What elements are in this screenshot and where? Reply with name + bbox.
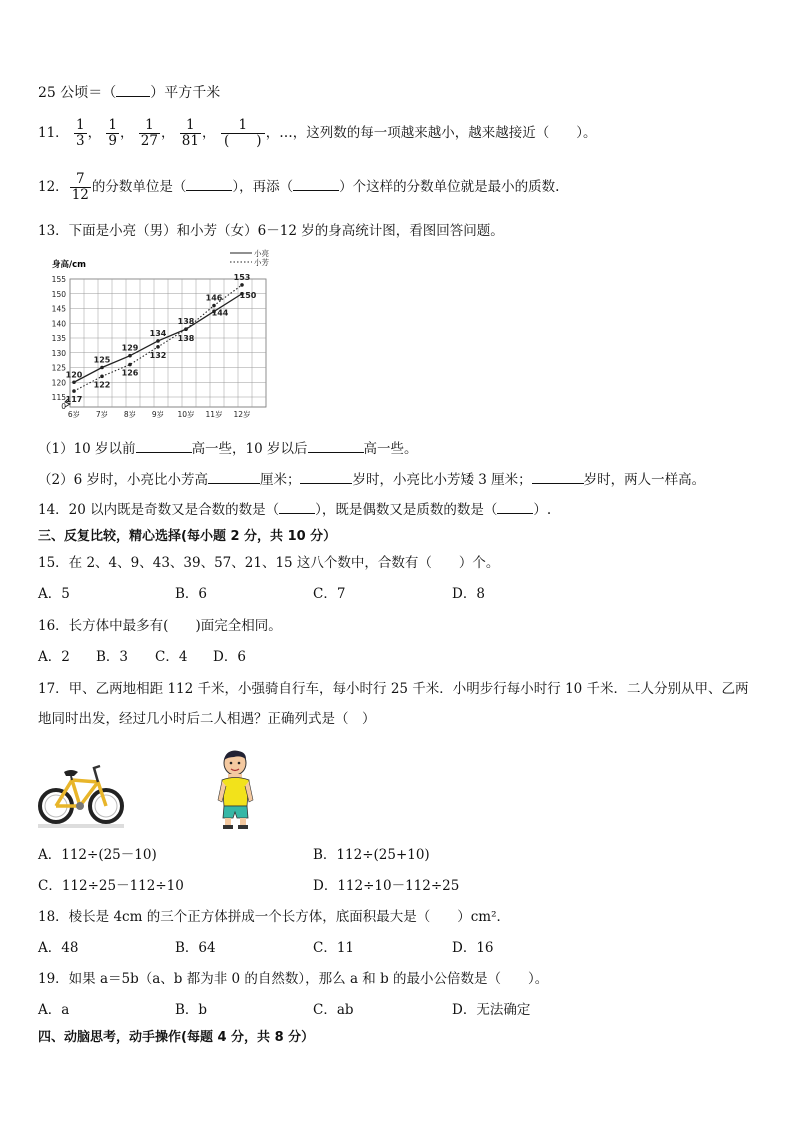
data-point bbox=[72, 389, 76, 393]
option-d[interactable]: D．6 bbox=[213, 649, 246, 665]
data-label: 138 bbox=[177, 317, 195, 327]
question-18: 18．棱长是 4cm 的三个正方体拼成一个长方体，底面积最大是（ ）cm²． bbox=[38, 909, 510, 925]
data-point bbox=[156, 345, 160, 349]
legend-label: 小亮 bbox=[254, 249, 269, 258]
data-point bbox=[128, 363, 132, 367]
data-point bbox=[128, 354, 132, 358]
data-label: 126 bbox=[121, 368, 139, 378]
data-label: 150 bbox=[239, 290, 257, 300]
option-c[interactable]: C．7 bbox=[313, 586, 346, 602]
answer-blank[interactable] bbox=[186, 178, 232, 191]
y-tick-label: 125 bbox=[51, 363, 66, 373]
data-point bbox=[240, 283, 244, 287]
data-point bbox=[156, 339, 160, 343]
question-14: 14．20 以内既是奇数又是合数的数是（ ），既是偶数又是质数的数是（ ）. bbox=[38, 502, 552, 518]
question-12: 12． $\frac{7}{12}$ 的分数单位是（ ），再添（ ）个这样的分数单位就是最小的质数. bbox=[38, 171, 560, 203]
legend-label: 小芳 bbox=[254, 258, 269, 267]
option-c[interactable]: C．112÷25－112÷10 bbox=[38, 878, 184, 894]
question-13: 13．下面是小亮（男）和小芳（女）6－12 岁的身高统计图，看图回答问题。 bbox=[38, 223, 504, 239]
option-a[interactable]: A．5 bbox=[38, 586, 70, 602]
data-label: 134 bbox=[149, 328, 167, 338]
fraction: $\frac{1}{9}$ bbox=[108, 117, 117, 149]
option-a[interactable]: A．48 bbox=[38, 940, 79, 956]
answer-blank[interactable] bbox=[293, 178, 339, 191]
fraction: $\frac{7}{12}$ bbox=[71, 171, 89, 203]
y-tick-label: 120 bbox=[51, 378, 66, 388]
question-16: 16．长方体中最多有( )面完全相同。 bbox=[38, 618, 282, 634]
option-b[interactable]: B．6 bbox=[175, 586, 208, 602]
data-label: 129 bbox=[121, 343, 139, 353]
y-tick-label: 155 bbox=[51, 275, 66, 284]
question-area-conversion: 25 公顷＝（ ）平方千米 bbox=[38, 85, 221, 101]
fraction: $\frac{1}{27}$ bbox=[140, 117, 158, 149]
x-tick-label: 9岁 bbox=[151, 410, 165, 419]
data-point bbox=[184, 327, 188, 331]
option-b[interactable]: B．3 bbox=[96, 649, 129, 665]
data-point bbox=[72, 380, 76, 384]
option-a[interactable]: A．a bbox=[38, 1002, 70, 1018]
data-label: 120 bbox=[65, 370, 83, 380]
question-17-line-1: 17．甲、乙两地相距 112 千米，小强骑自行车，每小时行 25 千米．小明步行每小时行 10 千米．二人分别从甲、乙两 bbox=[38, 681, 749, 697]
bicycle-illustration bbox=[38, 754, 124, 830]
y-tick-label: 135 bbox=[51, 334, 66, 343]
option-d[interactable]: D．8 bbox=[452, 586, 485, 602]
answer-blank[interactable] bbox=[300, 471, 352, 484]
x-tick-label: 7岁 bbox=[95, 410, 109, 419]
answer-blank[interactable] bbox=[136, 440, 192, 453]
option-a[interactable]: A．112÷(25－10) bbox=[38, 847, 157, 863]
answer-blank[interactable] bbox=[279, 501, 315, 514]
question-13-part-1: （1）10 岁以前 高一些，10 岁以后 高一些。 bbox=[38, 441, 418, 457]
answer-blank[interactable] bbox=[532, 471, 584, 484]
height-line-chart bbox=[38, 245, 270, 425]
option-c[interactable]: C．4 bbox=[155, 649, 188, 665]
answer-blank[interactable] bbox=[497, 501, 533, 514]
y-axis-label: 身高/cm bbox=[52, 260, 87, 270]
x-tick-label: 12岁 bbox=[233, 410, 251, 419]
option-b[interactable]: B．112÷(25+10) bbox=[313, 847, 430, 863]
data-label: 144 bbox=[211, 308, 229, 318]
question-11: 11． $\frac{1}{3}$ ， $\frac{1}{9}$ ， $\frac{1}{27}$ ， $\frac{1}{81}$ ， $\frac{1}{( )}$ ，…，这列数的每一项越来越小，越来越接近（ ）。 bbox=[38, 117, 597, 149]
x-tick-label: 11岁 bbox=[205, 410, 223, 419]
data-point bbox=[212, 304, 216, 308]
y-tick-label: 115 bbox=[51, 393, 66, 402]
x-tick-label: 10岁 bbox=[177, 410, 195, 419]
option-b[interactable]: B．64 bbox=[175, 940, 216, 956]
question-15: 15．在 2、4、9、43、39、57、21、15 这八个数中，合数有（ ）个。 bbox=[38, 555, 500, 571]
y-tick-label: 130 bbox=[51, 348, 66, 358]
y-tick-label: 0 bbox=[61, 402, 66, 411]
x-tick-label: 6岁 bbox=[67, 410, 81, 419]
x-tick-label: 8岁 bbox=[123, 410, 137, 419]
data-label: 122 bbox=[93, 380, 111, 390]
data-label: 132 bbox=[149, 350, 167, 360]
option-a[interactable]: A．2 bbox=[38, 649, 70, 665]
option-d[interactable]: D．16 bbox=[452, 940, 494, 956]
y-tick-label: 145 bbox=[51, 304, 66, 314]
option-c[interactable]: C．ab bbox=[313, 1002, 354, 1018]
question-19: 19．如果 a＝5b（a、b 都为非 0 的自然数），那么 a 和 b 的最小公倍数是（ ）。 bbox=[38, 971, 549, 987]
answer-blank[interactable] bbox=[208, 471, 260, 484]
boy-illustration bbox=[216, 750, 256, 830]
answer-blank[interactable] bbox=[116, 84, 150, 97]
data-label: 117 bbox=[65, 395, 83, 405]
question-13-part-2: （2）6 岁时，小亮比小芳高 厘米； 岁时，小亮比小芳矮 3 厘米； 岁时，两人一样高。 bbox=[38, 472, 706, 488]
data-point bbox=[100, 366, 104, 370]
y-tick-label: 140 bbox=[51, 319, 66, 329]
option-d[interactable]: D．112÷10－112÷25 bbox=[313, 878, 460, 894]
data-point bbox=[100, 375, 104, 379]
section-4-heading: 四、动脑思考，动手操作(每题 4 分，共 8 分） bbox=[38, 1030, 315, 1045]
fraction-blank[interactable]: $\frac{1}{( )}$ bbox=[221, 118, 265, 149]
option-c[interactable]: C．11 bbox=[313, 940, 355, 956]
option-b[interactable]: B．b bbox=[175, 1002, 208, 1018]
y-tick-label: 150 bbox=[51, 289, 66, 299]
fraction: $\frac{1}{3}$ bbox=[75, 117, 85, 149]
data-label: 125 bbox=[93, 355, 111, 365]
option-d[interactable]: D．无法确定 bbox=[452, 1002, 531, 1018]
data-label: 138 bbox=[177, 334, 195, 344]
fraction: $\frac{1}{81}$ bbox=[181, 117, 199, 149]
question-17-line-2: 地同时出发，经过几小时后二人相遇？正确列式是（ ） bbox=[38, 711, 376, 727]
data-label: 146 bbox=[205, 293, 223, 303]
data-label: 153 bbox=[233, 272, 251, 282]
answer-blank[interactable] bbox=[308, 440, 364, 453]
section-3-heading: 三、反复比较，精心选择(每小题 2 分，共 10 分） bbox=[38, 529, 337, 544]
